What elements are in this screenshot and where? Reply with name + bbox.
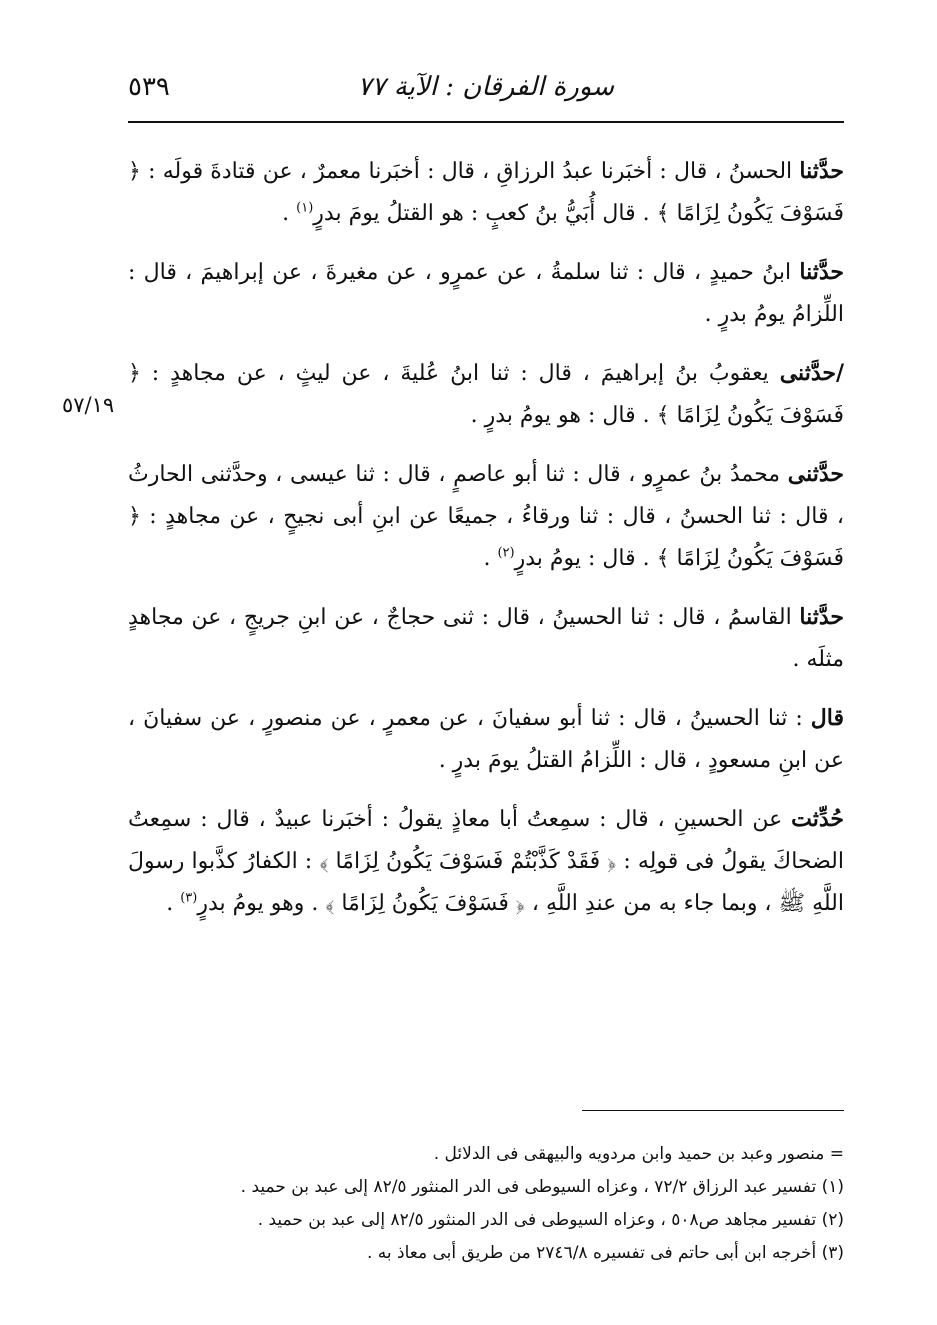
paragraph-tail: .: [166, 891, 181, 916]
paragraph-4: [128, 453, 844, 580]
paragraph-3: [128, 352, 844, 437]
paragraph-text: القاسمُ ، قال : ثنا الحسينُ ، قال : ثنى حجاجٌ ، عن ابنِ جريجٍ ، عن مجاهدٍ مثلَه .: [128, 605, 844, 672]
paragraph-lead: حدَّثنا: [799, 158, 844, 184]
paragraph-lead: حُدِّثت: [791, 806, 844, 832]
paragraph-1: [128, 150, 844, 235]
main-text: [128, 150, 844, 941]
footnote-marker: (١): [296, 200, 314, 216]
margin-reference: ٥٧/١٩: [62, 393, 115, 417]
footnote-marker: (٣): [180, 890, 198, 906]
paragraph-lead: حدَّثنا: [799, 259, 844, 285]
footnote-2: (٢) تفسير مجاهد ص٥٠٨ ، وعزاه السيوطى فى الدر المنثور ٨٢/٥ إلى عبد بن حميد .: [257, 1210, 844, 1230]
paragraph-text: عن الحسينِ ، قال : سمِعتُ أبا معاذٍ يقولُ : أخبَرنا عبيدٌ ، قال : سمِعتُ الضحاكَ يقولُ فى قولِه : ﴿ فَقَدْ كَذَّبْتُمْ فَسَوْفَ يَكُونُ لِزَامًا ﴾ : الكفارُ كذَّبوا رسولَ اللَّهِ ﷺ ، وبما جاء به من عندِ اللَّهِ ، ﴿ فَسَوْفَ يَكُونُ لِزَامًا ﴾ . وهو يومُ بدرٍ: [128, 807, 844, 916]
paragraph-lead: حدَّثنا: [799, 604, 844, 630]
footnote-3: (٣) أخرجه ابن أبى حاتم فى تفسيره ٢٧٤٦/٨ من طريق أبى معاذ به .: [366, 1243, 844, 1263]
paragraph-6: [128, 697, 844, 782]
paragraph-7: [128, 798, 844, 925]
paragraph-2: [128, 251, 844, 336]
header-title: سورة الفرقان : الآية ٧٧: [357, 72, 614, 102]
paragraph-tail: .: [282, 201, 297, 226]
paragraph-lead: حدَّثنى: [787, 461, 844, 487]
footnote-continuation: = منصور وعبد بن حميد وابن مردويه والبيهقى فى الدلائل .: [433, 1144, 844, 1164]
footnote-rule: [582, 1110, 844, 1111]
footnote-1: (١) تفسير عبد الرزاق ٧٢/٢ ، وعزاه السيوطى فى الدر المنثور ٨٢/٥ إلى عبد بن حميد .: [240, 1177, 844, 1197]
header-rule: [128, 121, 844, 123]
paragraph-text: : ثنا الحسينُ ، قال : ثنا أبو سفيانَ ، عن معمرٍ ، عن منصورٍ ، عن سفيانَ ، عن ابنِ مسعودٍ ، قال : اللِّزامُ القتلُ يومَ بدرٍ .: [128, 706, 844, 773]
paragraph-text: محمدُ بنُ عمرٍو ، قال : ثنا أبو عاصمٍ ، قال : ثنا عيسى ، وحدَّثنى الحارثُ ، قال : ثنا الحسنُ ، قال : ثنا ورقاءُ ، جميعًا عن ابنِ أبى نجيحٍ ، عن مجاهدٍ : ﴿ فَسَوْفَ يَكُونُ لِزَامًا ﴾ . قال : يومُ بدرٍ: [128, 462, 844, 571]
footnote-marker: (٢): [497, 545, 515, 561]
paragraph-text: يعقوبُ بنُ إبراهيمَ ، قال : ثنا ابنُ عُليةَ ، عن ليثٍ ، عن مجاهدٍ : ﴿ فَسَوْفَ يَكُونُ لِزَامًا ﴾ . قال : هو يومُ بدرٍ .: [128, 361, 844, 428]
paragraph-text: الحسنُ ، قال : أخبَرنا عبدُ الرزاقِ ، قال : أخبَرنا معمرٌ ، عن قتادةَ قولَه : ﴿ فَسَوْفَ يَكُونُ لِزَامًا ﴾ . قال أُبَيُّ بنُ كعبٍ : هو القتلُ يومَ بدرٍ: [128, 159, 844, 226]
footnotes: [128, 1140, 844, 1272]
paragraph-lead: /حدَّثنى: [779, 360, 844, 386]
running-header: [128, 72, 844, 112]
paragraph-lead: قال: [810, 705, 844, 731]
paragraph-text: ابنُ حميدٍ ، قال : ثنا سلمةُ ، عن عمرٍو ، عن مغيرةَ ، عن إبراهيمَ ، قال : اللِّزامُ يومُ بدرٍ .: [128, 260, 844, 327]
paragraph-tail: .: [483, 546, 498, 571]
paragraph-5: [128, 596, 844, 681]
page-number: ٥٣٩: [128, 72, 170, 102]
